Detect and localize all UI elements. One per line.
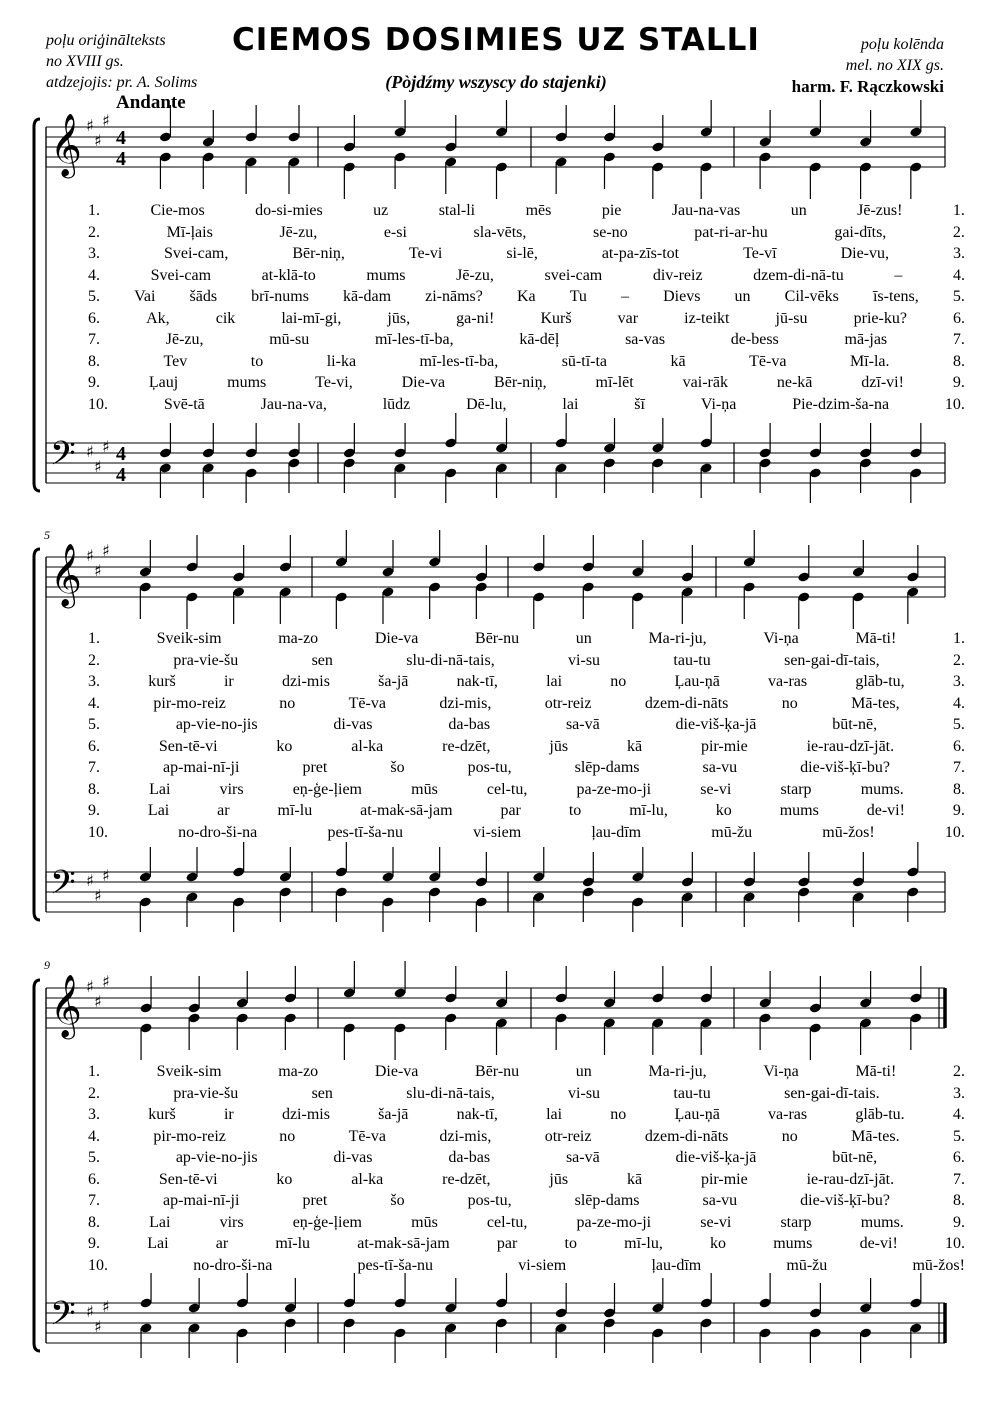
credit-line-3: atdzejojis: pr. A. Solims <box>46 74 198 91</box>
lyric-line: 1. Cie-mos do-si-mies uz stal-li mēs pie Jau-na-vas un Jē-zus! 1. <box>88 202 965 219</box>
sharp-icon: ♯ <box>86 1302 94 1321</box>
lyric-line: 10. no-dro-ši-na pes-tī-ša-nu vi-siem ļau-dīm mū-žu mū-žos! 10. <box>88 823 965 841</box>
lyric-line: 4. pir-mo-reiz no Tē-va dzi-mis, otr-reiz dzem-di-nāts no Mā-tes, 4. <box>88 694 965 712</box>
time-signature: 4 <box>116 148 126 170</box>
song-title: CIEMOS DOSIMIES UZ STALLI <box>232 22 760 58</box>
lyric-line: 3. kurš ir dzi-mis ša-jā nak-tī, lai no Ļau-ņā va-ras glāb-tu. 4. <box>88 1106 965 1123</box>
credit-line-1: poļu oriģinālteksts <box>46 32 166 49</box>
system-bracket <box>34 980 40 1351</box>
lyric-line: 9. Ļauj mums Te-vi, Die-va Bēr-niņ, mī-lēt vai-rāk ne-kā dzī-vi! 9. <box>88 374 965 391</box>
sharp-icon: ♯ <box>102 866 110 885</box>
lyric-line: 4. Svei-cam at-klā-to mums Jē-zu, svei-cam div-reiz dzem-di-nā-tu – 4. <box>88 266 965 284</box>
system-bracket <box>34 549 40 920</box>
sharp-icon: ♯ <box>86 977 94 996</box>
lyric-line: 2. pra-vie-šu sen slu-di-nā-tais, vi-su tau-tu sen-gai-dī-tais. 3. <box>88 1084 965 1102</box>
sharp-icon: ♯ <box>102 972 110 991</box>
treble-clef-icon: 𝄞 <box>50 974 82 1037</box>
melody-line-2: mel. no XIX gs. <box>845 57 944 74</box>
lyrics-block-3 <box>88 1061 965 1276</box>
lyric-line: 7. ap-mai-nī-ji pret šo pos-tu, slēp-dams sa-vu die-viš-ķī-bu? 7. <box>88 759 965 776</box>
measure-number-5: 5 <box>44 528 50 542</box>
melody-line-1: poļu kolēnda <box>860 36 944 53</box>
sharp-icon: ♯ <box>86 546 94 565</box>
time-signature: 4 <box>116 127 126 149</box>
sharp-icon: ♯ <box>102 111 110 130</box>
lyric-line: 7. Jē-zu, mū-su mī-les-tī-ba, kā-dēļ sa-vas de-bess mā-jas 7. <box>88 331 965 348</box>
bass-clef-icon: 𝄢 <box>50 435 76 481</box>
lyric-line: 3. Svei-cam, Bēr-niņ, Te-vi si-lē, at-pa-zīs-tot Te-vī Die-vu, 3. <box>88 245 965 262</box>
sharp-icon: ♯ <box>102 1297 110 1316</box>
lyric-line: 3. kurš ir dzi-mis ša-jā nak-tī, lai no Ļau-ņā va-ras glāb-tu, 3. <box>88 673 965 690</box>
lyric-line: 10. no-dro-ši-na pes-tī-ša-nu vi-siem ļau-dīm mū-žu mū-žos! <box>88 1256 965 1274</box>
lyric-line: 4. pir-mo-reiz no Tē-va dzi-mis, otr-reiz dzem-di-nāts no Mā-tes. 5. <box>88 1127 965 1145</box>
sharp-icon: ♯ <box>94 131 102 150</box>
arranger: harm. F. Rączkowski <box>791 77 944 96</box>
sharp-icon: ♯ <box>94 457 102 476</box>
lyric-line: 6. Sen-tē-vi ko al-ka re-dzēt, jūs kā pir-mie ie-rau-dzī-jāt. 6. <box>88 737 965 755</box>
lyrics-block-2 <box>88 628 965 843</box>
song-subtitle: (Pòjdźmy wszyscy do stajenki) <box>385 72 607 92</box>
lyric-line: 9. Lai ar mī-lu at-mak-sā-jam par to mī-lu, ko mums de-vi! 9. <box>88 802 965 819</box>
bass-clef-icon: 𝄢 <box>50 1295 76 1341</box>
system-bracket <box>34 119 40 491</box>
lyric-line: 8. Lai virs eņ-ģe-ļiem mūs cel-tu, pa-ze-mo-ji se-vi starp mums. 9. <box>88 1213 965 1231</box>
sharp-icon: ♯ <box>94 1317 102 1336</box>
time-signature: 4 <box>116 443 126 465</box>
lyric-line: 6. Ak, cik lai-mī-gi, jūs, ga-ni! Kurš var iz-teikt jū-su prie-ku? 6. <box>88 309 965 327</box>
sharp-icon: ♯ <box>94 561 102 580</box>
sharp-icon: ♯ <box>86 442 94 461</box>
bass-clef-icon: 𝄢 <box>50 864 76 910</box>
time-signature: 4 <box>116 464 126 486</box>
lyric-line: 5. ap-vie-no-jis di-vas da-bas sa-vā die-viš-ķa-jā būt-nē, 5. <box>88 716 965 733</box>
treble-clef-icon: 𝄞 <box>50 113 82 176</box>
lyric-line: 6. Sen-tē-vi ko al-ka re-dzēt, jūs kā pir-mie ie-rau-dzī-jāt. 7. <box>88 1170 965 1188</box>
treble-clef-icon: 𝄞 <box>50 543 82 606</box>
lyric-line: 8. Lai virs eņ-ģe-ļiem mūs cel-tu, pa-ze-mo-ji se-vi starp mums. 8. <box>88 780 965 798</box>
sharp-icon: ♯ <box>102 437 110 456</box>
lyrics-block-1 <box>88 200 965 415</box>
lyric-line: 5. ap-vie-no-jis di-vas da-bas sa-vā die-viš-ķa-jā būt-nē, 6. <box>88 1149 965 1166</box>
sharp-icon: ♯ <box>94 992 102 1011</box>
sharp-icon: ♯ <box>102 541 110 560</box>
lyric-line: 2. pra-vie-šu sen slu-di-nā-tais, vi-su tau-tu sen-gai-dī-tais, 2. <box>88 651 965 669</box>
credit-line-2: no XVIII gs. <box>46 53 124 70</box>
lyric-line: 5. Vai šāds brī-nums kā-dam zi-nāms? Ka Tu – Dievs un Cil-vēks īs-tens, 5. <box>88 288 965 305</box>
lyric-line: 10. Svē-tā Jau-na-va, lūdz Dē-lu, lai šī Vi-ņa Pie-dzim-ša-na 10. <box>88 395 965 413</box>
lyric-line: 9. Lai ar mī-lu at-mak-sā-jam par to mī-lu, ko mums de-vi! 10. <box>88 1235 965 1252</box>
measure-number-9: 9 <box>44 958 50 972</box>
lyric-line: 1. Sveik-sim ma-zo Die-va Bēr-nu un Ma-ri-ju, Vi-ņa Mā-ti! 1. <box>88 630 965 647</box>
lyric-line: 8. Tev to li-ka mī-les-tī-ba, sū-tī-ta kā Tē-va Mī-la. 8. <box>88 352 965 370</box>
tempo-marking: Andante <box>116 92 186 113</box>
lyric-line: 7. ap-mai-nī-ji pret šo pos-tu, slēp-dams sa-vu die-viš-ķī-bu? 8. <box>88 1192 965 1209</box>
sharp-icon: ♯ <box>94 886 102 905</box>
lyric-line: 1. Sveik-sim ma-zo Die-va Bēr-nu un Ma-ri-ju, Vi-ņa Mā-ti! 2. <box>88 1063 965 1080</box>
lyric-line: 2. Mī-ļais Jē-zu, e-si sla-vēts, se-no pat-ri-ar-hu gai-dīts, 2. <box>88 223 965 241</box>
sharp-icon: ♯ <box>86 116 94 135</box>
sharp-icon: ♯ <box>86 871 94 890</box>
